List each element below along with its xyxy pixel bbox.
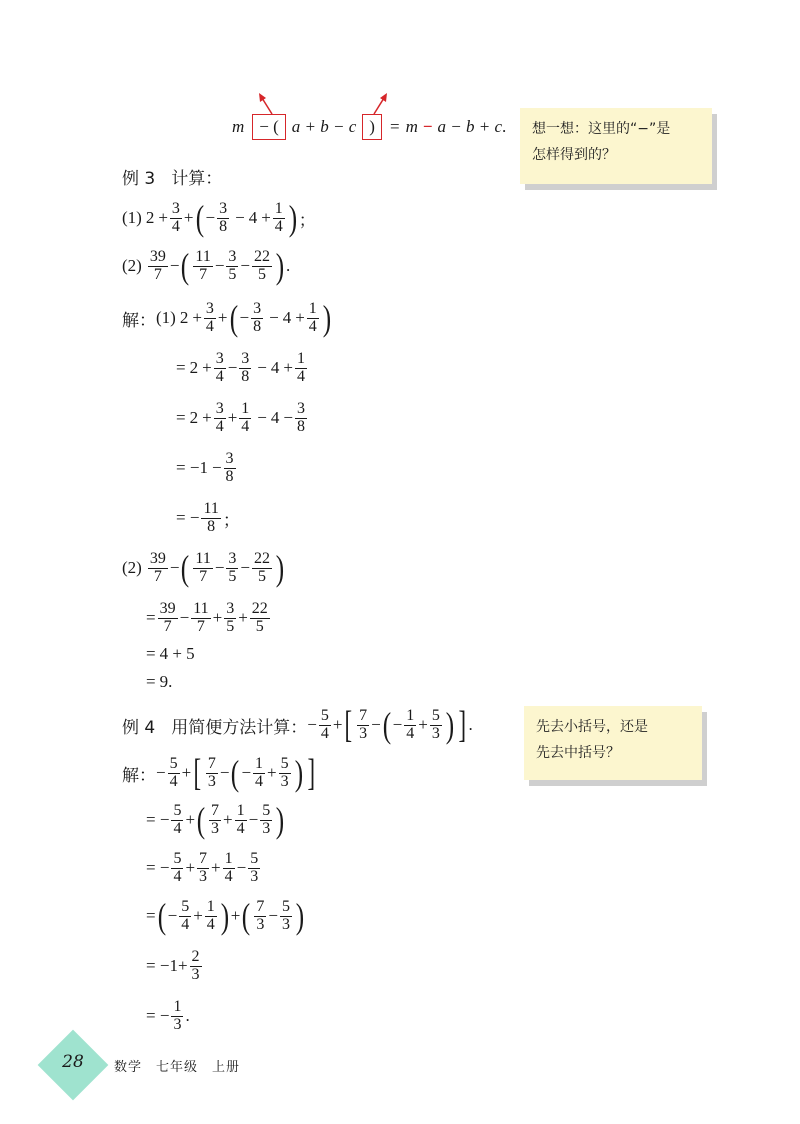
fraction: [168, 756, 180, 791]
denominator: 3: [199, 867, 208, 885]
problem-label: (2): [122, 256, 142, 275]
numerator: 3: [215, 399, 224, 417]
num: 4: [270, 358, 280, 377]
fraction: [319, 708, 331, 743]
denominator: 8: [296, 417, 305, 435]
numerator: 39: [159, 599, 176, 617]
denominator: 7: [199, 567, 208, 585]
arrow-up-left-icon: [259, 93, 272, 114]
expression: 9.: [159, 672, 173, 691]
solution-1-step-3: = − 1 − $\frac{3}{8}$: [176, 449, 234, 485]
fraction: [226, 249, 238, 284]
denominator: 5: [258, 567, 267, 585]
note-line: 先去小括号，还是: [536, 719, 648, 735]
numerator: 11: [195, 549, 211, 567]
fraction: [190, 949, 202, 984]
formula-lparen: (: [273, 117, 279, 136]
solution-4-step-3: = ( − $\frac{5}{4}$ + $\frac{1}{4}$ ) + ( $\frac{7}{3}$ − $\frac{5}{3}$ ): [146, 896, 305, 936]
fraction: [170, 201, 182, 236]
problem-2: (2) $\frac{39}{7}$ − ( $\frac{11}{7}$ − $\frac{3}{5}$ − $\frac{22}{5}$ ) .: [122, 246, 291, 286]
solution-4-step-1: = − $\frac{5}{4}$ + ( $\frac{7}{3}$ + $\frac{1}{4}$ − $\frac{5}{3}$ ): [146, 800, 285, 840]
numerator: 1: [241, 399, 250, 417]
denominator: 7: [199, 265, 208, 283]
note-line: 想一想：这里的“−”是: [532, 121, 671, 137]
formula-m: m: [232, 117, 245, 136]
fraction: [254, 899, 266, 934]
fraction: [235, 803, 247, 838]
solution-1-result: = − $\frac{11}{8}$ ；: [176, 499, 240, 535]
solution-4-step-2: = − $\frac{5}{4}$ + $\frac{7}{3}$ + $\frac{1}{4}$ − $\frac{5}{3}$: [146, 849, 259, 885]
formula-inner: a + b − c: [291, 117, 357, 136]
denominator: 4: [406, 724, 415, 742]
denominator: 3: [191, 965, 200, 983]
fraction: [148, 249, 168, 284]
denominator: 3: [281, 915, 290, 933]
example4-heading: 例 4 用简便方法计算： − $\frac{5}{4}$ + [ $\frac{7}{3}$ − ( − $\frac{1}{4}$ + $\frac{5}{3}$ ) ] .: [122, 704, 473, 746]
fraction: [253, 756, 265, 791]
numerator: 5: [181, 897, 190, 915]
fraction: [193, 249, 212, 284]
fraction: [248, 851, 260, 886]
fraction: [307, 301, 319, 336]
numerator: 39: [149, 549, 166, 567]
fraction: [158, 601, 178, 636]
expression: 4 + 5: [159, 644, 195, 663]
example-verb: 用简便方法计算：: [171, 717, 308, 738]
formula-minus: −: [259, 117, 269, 136]
fraction: [280, 899, 292, 934]
numerator: 1: [224, 849, 233, 867]
denominator: 4: [241, 417, 250, 435]
think-note: [520, 108, 712, 184]
example-title: 例 3: [122, 169, 156, 189]
denominator: 5: [258, 265, 267, 283]
denominator: 3: [280, 772, 289, 790]
fraction: [252, 551, 272, 586]
numerator: 11: [195, 247, 211, 265]
fraction: [295, 351, 307, 386]
denominator: 7: [153, 567, 162, 585]
numerator: 5: [281, 897, 290, 915]
fraction: [204, 301, 216, 336]
numerator: 5: [250, 849, 259, 867]
solution-4-result: = − $\frac{1}{3}$ .: [146, 997, 190, 1033]
solution-2-step-1: = $\frac{39}{7}$ − $\frac{11}{7}$ + $\frac{3}{5}$ + $\frac{22}{5}$: [146, 599, 268, 635]
fraction: [171, 851, 183, 886]
numerator: 1: [406, 706, 415, 724]
fraction: [357, 708, 369, 743]
fraction: [295, 401, 307, 436]
numerator: 22: [254, 247, 271, 265]
denominator: 4: [215, 367, 224, 385]
fraction: [273, 201, 285, 236]
numerator: 3: [241, 349, 250, 367]
num: 1: [199, 458, 208, 477]
solution-1-step-2: = 2 + $\frac{3}{4}$ + $\frac{1}{4}$ − 4 − $\frac{3}{8}$: [176, 399, 305, 435]
problem-label: (1): [156, 308, 176, 327]
denominator: 7: [163, 617, 172, 635]
numerator: 1: [296, 349, 305, 367]
fraction: [224, 601, 236, 636]
denominator: 4: [173, 819, 182, 837]
problem-label: (1): [122, 208, 142, 227]
fraction: [148, 551, 168, 586]
denominator: 8: [219, 217, 228, 235]
numerator: 5: [431, 706, 440, 724]
num: 2: [189, 358, 199, 377]
solution-1-step-1: = 2 + $\frac{3}{4}$ − $\frac{3}{8}$ − 4 + $\frac{1}{4}$: [176, 349, 305, 385]
denominator: 4: [274, 217, 283, 235]
denominator: 5: [226, 617, 235, 635]
numerator: 1: [206, 897, 215, 915]
denominator: 4: [296, 367, 305, 385]
fraction: [171, 999, 183, 1034]
denominator: 8: [241, 367, 250, 385]
fraction: [430, 708, 442, 743]
numerator: 1: [173, 997, 182, 1015]
fraction: [214, 401, 226, 436]
numerator: 5: [280, 754, 289, 772]
numerator: 39: [149, 247, 166, 265]
denominator: 3: [359, 724, 368, 742]
numerator: 5: [173, 801, 182, 819]
denominator: 4: [255, 772, 264, 790]
fraction: [252, 249, 272, 284]
solution-4-step-4: = − 1 + $\frac{2}{3}$: [146, 947, 200, 983]
page-number: 28: [62, 1052, 84, 1072]
example-verb: 计算：: [171, 169, 223, 189]
denominator: 4: [215, 417, 224, 435]
example3-heading: [122, 164, 222, 189]
numerator: 11: [193, 599, 209, 617]
numerator: 3: [171, 199, 180, 217]
denominator: 4: [236, 819, 245, 837]
numerator: 3: [219, 199, 228, 217]
denominator: 4: [169, 772, 178, 790]
denominator: 3: [262, 819, 271, 837]
numerator: 5: [320, 706, 329, 724]
denominator: 3: [173, 1015, 182, 1033]
num: 4: [248, 208, 258, 227]
denominator: 7: [153, 265, 162, 283]
numerator: 1: [308, 299, 317, 317]
numerator: 7: [199, 849, 208, 867]
book-title: 数学 七年级 上册: [114, 1060, 241, 1075]
formula-equals: =: [389, 117, 400, 136]
numerator: 22: [254, 549, 271, 567]
num: 2: [189, 408, 199, 427]
formula-rhs-m: m: [405, 117, 418, 136]
numerator: 7: [256, 897, 265, 915]
denominator: 3: [431, 724, 440, 742]
denominator: 5: [228, 567, 237, 585]
denominator: 4: [320, 724, 329, 742]
denominator: 3: [250, 867, 259, 885]
fraction: [206, 756, 218, 791]
num: 2: [179, 308, 189, 327]
solve-label: 解：: [122, 310, 156, 331]
fraction: [171, 803, 183, 838]
fraction: [201, 501, 220, 536]
fraction: [404, 708, 416, 743]
denominator: 5: [255, 617, 264, 635]
solution-4-start: 解： − $\frac{5}{4}$ + [ $\frac{7}{3}$ − ( − $\frac{1}{4}$ + $\frac{5}{3}$ ) ]: [122, 752, 315, 794]
fraction: [223, 851, 235, 886]
numerator: 3: [228, 247, 237, 265]
numerator: 3: [205, 299, 214, 317]
numerator: 22: [251, 599, 268, 617]
numerator: 1: [274, 199, 283, 217]
denominator: 4: [206, 915, 215, 933]
numerator: 1: [236, 801, 245, 819]
note-line: 怎样得到的？: [532, 147, 616, 163]
semicolon: ；: [298, 210, 316, 231]
numerator: 1: [255, 754, 264, 772]
denominator: 8: [207, 517, 216, 535]
fraction: [224, 451, 236, 486]
numerator: 7: [207, 754, 216, 772]
denominator: 8: [225, 467, 234, 485]
fraction: [226, 551, 238, 586]
denominator: 4: [173, 867, 182, 885]
fraction: [214, 351, 226, 386]
fraction: [250, 601, 270, 636]
fraction: [209, 803, 221, 838]
numerator: 11: [203, 499, 219, 517]
hint-note: [524, 706, 702, 780]
numerator: 5: [262, 801, 271, 819]
fraction: [191, 601, 210, 636]
solve-label: 解：: [122, 765, 156, 786]
fraction: [197, 851, 209, 886]
fraction: [279, 756, 291, 791]
numerator: 3: [226, 599, 235, 617]
fraction: [251, 301, 263, 336]
fraction: [193, 551, 212, 586]
formula-period: .: [502, 117, 507, 136]
denominator: 4: [205, 317, 214, 335]
example-title: 例 4: [122, 717, 156, 738]
denominator: 8: [253, 317, 262, 335]
solution-2-result: = 9.: [146, 672, 173, 691]
denominator: 7: [196, 617, 205, 635]
fraction: [179, 899, 191, 934]
num: 4: [282, 308, 292, 327]
fraction: [239, 351, 251, 386]
formula-rparen: ): [369, 117, 375, 136]
problem-label: (2): [122, 558, 142, 577]
numerator: 7: [359, 706, 368, 724]
numerator: 2: [191, 947, 200, 965]
numerator: 3: [228, 549, 237, 567]
numerator: 5: [169, 754, 178, 772]
denominator: 3: [211, 819, 220, 837]
formula-rhs-rest: a − b + c: [437, 117, 503, 136]
fraction: [217, 201, 229, 236]
num: 1: [169, 956, 178, 975]
numerator: 3: [215, 349, 224, 367]
fraction: [260, 803, 272, 838]
numerator: 3: [225, 449, 234, 467]
denominator: 4: [181, 915, 190, 933]
fraction: [239, 401, 251, 436]
denominator: 4: [171, 217, 180, 235]
denominator: 5: [228, 265, 237, 283]
note-line: 先去中括号？: [536, 745, 620, 761]
denominator: 3: [207, 772, 216, 790]
solution-1-start: 解： (1) 2 + $\frac{3}{4}$ + ( − $\frac{3}{8}$ − 4 + $\frac{1}{4}$ ): [122, 298, 331, 338]
numerator: 7: [211, 801, 220, 819]
solution-2-step-2: = 4 + 5: [146, 644, 195, 663]
arrow-icons: [250, 92, 400, 118]
denominator: 4: [308, 317, 317, 335]
num: 4: [270, 408, 280, 427]
solution-2-start: (2) $\frac{39}{7}$ − ( $\frac{11}{7}$ − $\frac{3}{5}$ − $\frac{22}{5}$ ): [122, 548, 285, 588]
numerator: 3: [253, 299, 262, 317]
numerator: 5: [173, 849, 182, 867]
numerator: 3: [296, 399, 305, 417]
fraction: [205, 899, 217, 934]
denominator: 3: [256, 915, 265, 933]
formula-rhs-minus: −: [422, 117, 433, 136]
arrow-up-right-icon: [374, 93, 387, 114]
num: 2: [145, 208, 155, 227]
semicolon: ；: [222, 510, 240, 531]
denominator: 4: [224, 867, 233, 885]
problem-1: (1) 2 + $\frac{3}{4}$ + ( − $\frac{3}{8}$ − 4 + $\frac{1}{4}$ ) ；: [122, 198, 316, 238]
